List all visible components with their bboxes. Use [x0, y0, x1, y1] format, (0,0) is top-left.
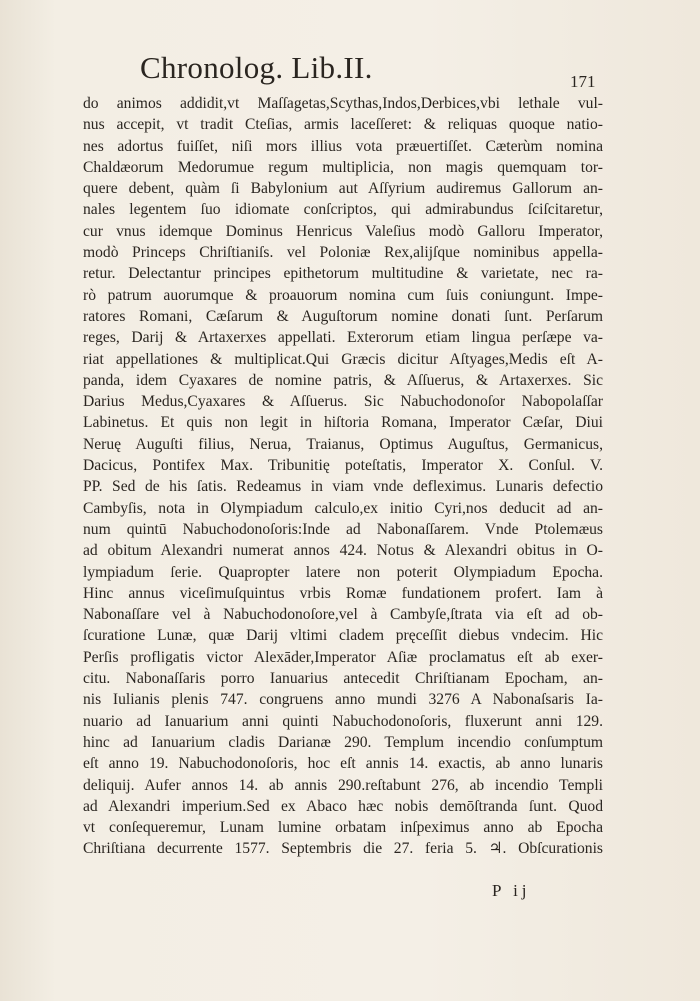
- text-line: num quintū Nabuchodonoſoris:Inde ad Nabonaſſarem. Vnde Ptolemæus: [83, 520, 603, 538]
- text-line: Labinetus. Et quis non legit in hiſtoria Romana, Imperator Cæſar, Diui: [83, 414, 603, 432]
- text-line: cur vnus idemque Dominus Henricus Valeſius modò Galloru Imperator,: [83, 222, 603, 240]
- text-line: PP. Sed de his ſatis. Redeamus in viam vnde defleximus. Lunaris defectio: [83, 478, 603, 496]
- text-line: nus accepit, vt tradit Cteſias, armis laceſſeret: & reliquas quoque natio-: [83, 116, 603, 134]
- text-line: Chriſtiana decurrente 1577. Septembris die 27. feria 5. ♃. Obſcurationis: [83, 840, 603, 858]
- text-line: ſcuratione Lunæ, quæ Darij vltimi cladem pręceſſit diebus vndecim. Hic: [83, 627, 603, 645]
- text-line: Chaldæorum Medorumue regum multiplicia, non magis quemquam tor-: [83, 158, 603, 176]
- text-line: ratores Romani, Cæſarum & Auguſtorum nomine donati ſunt. Perſarum: [83, 307, 603, 325]
- page-header: [140, 50, 600, 94]
- text-line: Darius Medus,Cyaxares & Aſſuerus. Sic Nabuchodonoſor Nabopolaſſar: [83, 393, 603, 411]
- text-line: reges, Darij & Artaxerxes appellati. Exterorum etiam lingua perſæpe va-: [83, 329, 603, 347]
- signature-mark: P ij: [492, 881, 531, 900]
- text-line: ad Alexandri imperium.Sed ex Abaco hæc nobis demōſtranda ſunt. Quod: [83, 797, 603, 815]
- text-line: eſt anno 19. Nabuchodonoſoris, hoc eſt annis 14. exactis, ab anno lunaris: [83, 755, 603, 773]
- text-line: nuario ad Ianuarium anni quinti Nabuchodonoſoris, fluxerunt anni 129.: [83, 712, 603, 730]
- text-line: panda, idem Cyaxares de nomine patris, & Aſſuerus, & Artaxerxes. Sic: [83, 371, 603, 389]
- text-line: citu. Nabonaſſaris porro Ianuarius antecedit Chriſtianam Epocham, an-: [83, 670, 603, 688]
- text-line: vt conſequeremur, Lunam lumine orbatam inſpeximus anno ab Epocha: [83, 819, 603, 837]
- text-line: nis Iulianis plenis 747. congruens anno mundi 3276 A Nabonaſsaris Ia-: [83, 691, 603, 709]
- text-line: Nabonaſſare vel à Nabuchodonoſore,vel à Cambyſe,ſtrata via eſt ad ob-: [83, 606, 603, 624]
- page-number: 171: [570, 72, 596, 91]
- text-line: lympiadum ſerie. Quapropter latere non poterit Olympiadum Epocha.: [83, 563, 603, 581]
- text-line: retur. Delectantur principes epithetorum multitudine & varietate, nec ra-: [83, 265, 603, 283]
- text-line: modò Princeps Chriſtianiſs. vel Poloniæ Rex,alijſque nominibus appella-: [83, 244, 603, 262]
- text-line: riat appellationes & multiplicat.Qui Græcis dicitur Aſtyages,Medis eſt A-: [83, 350, 603, 368]
- body-text: [83, 93, 603, 860]
- text-line: Perſis profligatis victor Alexāder,Imperator Aſiæ proclamatus eſt ab exer-: [83, 648, 603, 666]
- text-line: Cambyſis, nota in Olympiadum calculo,ex initio Cyri,nos deducit ad an-: [83, 499, 603, 517]
- text-line: nales legentem ſuo idiomate conſcriptos, qui admirabundus ſciſcitaretur,: [83, 201, 603, 219]
- text-line: rò patrum auorumque & proauorum nomina cum ſuis coniungunt. Impe-: [83, 286, 603, 304]
- text-line: quere debent, quàm ſi Babylonium aut Aſſyrium audiremus Gallorum an-: [83, 180, 603, 198]
- text-line: ad obitum Alexandri numerat annos 424. Notus & Alexandri obitus in O-: [83, 542, 603, 560]
- text-line: deliquij. Aufer annos 14. ab annis 290.reſtabunt 276, ab incendio Templi: [83, 776, 603, 794]
- running-title: Chronolog. Lib.II.: [140, 50, 373, 85]
- text-line: Dacicus, Pontifex Max. Tribunitię poteſtatis, Imperator X. Conſul. V.: [83, 457, 603, 475]
- text-line: Hinc annus viceſimuſquintus vrbis Romæ fundationem profert. Iam à: [83, 584, 603, 602]
- text-line: Neruę Auguſti filius, Nerua, Traianus, Optimus Auguſtus, Germanicus,: [83, 435, 603, 453]
- text-line: nes adortus fuiſſet, niſi mors illius vota præuertiſſet. Cæterùm nomina: [83, 137, 603, 155]
- text-line: hinc ad Ianuarium cladis Darianæ 290. Templum incendio conſumptum: [83, 733, 603, 751]
- text-line: do animos addidit,vt Maſſagetas,Scythas,Indos,Derbices,vbi lethale vul-: [83, 95, 603, 112]
